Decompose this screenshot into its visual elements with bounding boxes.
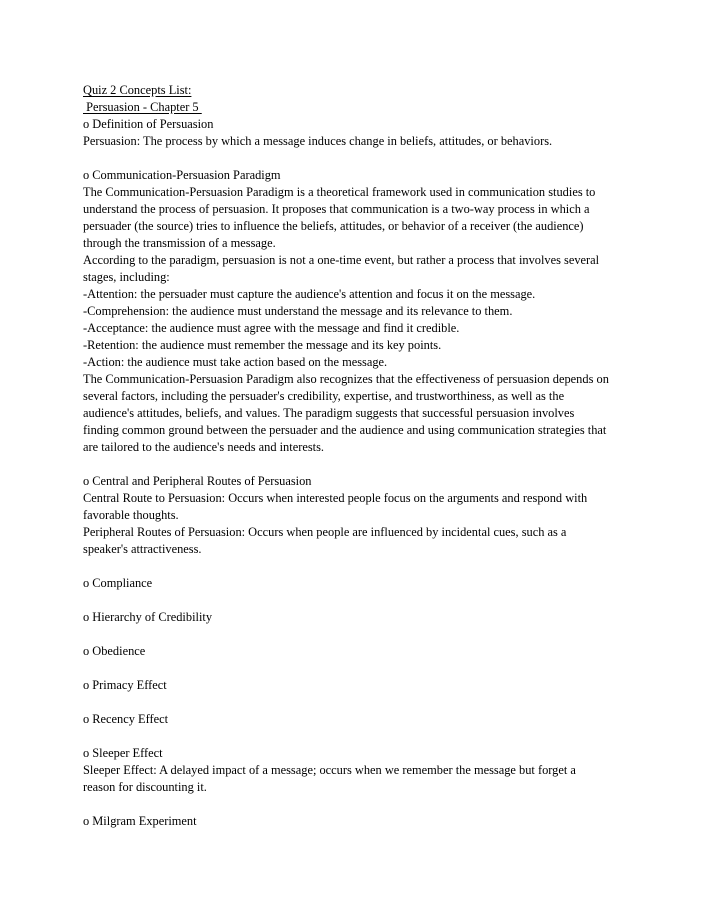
section-credibility: [83, 609, 635, 626]
section-body-line: -Comprehension: the audience must understand the message and its relevance to them.: [83, 304, 513, 318]
section-gap: [83, 626, 635, 643]
section-sleeper: [83, 745, 635, 796]
section-definition: [83, 116, 635, 150]
section-gap: [83, 150, 635, 167]
section-body-line: Persuasion: The process by which a message induces change in beliefs, attitudes, or behaviors.: [83, 134, 553, 148]
section-gap: [83, 558, 635, 575]
section-gap: [83, 660, 635, 677]
section-body-line: Peripheral Routes of Persuasion: Occurs when people are influenced by incidental cues, such as a: [83, 525, 567, 539]
section-paradigm: [83, 167, 635, 456]
section-body-line: persuader (the source) tries to influence the beliefs, attitudes, or behavior of a receiver (the audience): [83, 219, 584, 233]
section-body-line: -Retention: the audience must remember the message and its key points.: [83, 338, 442, 352]
section-heading: o Communication-Persuasion Paradigm: [83, 168, 281, 182]
section-body-line: finding common ground between the persuader and the audience and using communication strategies that: [83, 423, 607, 437]
section-body-line: reason for discounting it.: [83, 780, 207, 794]
section-heading: o Primacy Effect: [83, 678, 167, 692]
document-subtitle: Persuasion - Chapter 5: [83, 100, 202, 114]
section-body-line: are tailored to the audience's needs and interests.: [83, 440, 325, 454]
section-body-line: favorable thoughts.: [83, 508, 179, 522]
section-body-line: through the transmission of a message.: [83, 236, 276, 250]
section-body-line: stages, including:: [83, 270, 170, 284]
section-heading: o Sleeper Effect: [83, 746, 163, 760]
section-body-line: audience's attitudes, beliefs, and values. The paradigm suggests that successful persuasion involves: [83, 406, 575, 420]
section-heading: o Definition of Persuasion: [83, 117, 214, 131]
section-heading: o Compliance: [83, 576, 153, 590]
section-primacy: [83, 677, 635, 694]
section-gap: [83, 592, 635, 609]
section-heading: o Hierarchy of Credibility: [83, 610, 213, 624]
section-body-line: speaker's attractiveness.: [83, 542, 202, 556]
section-heading: o Recency Effect: [83, 712, 169, 726]
section-obedience: [83, 643, 635, 660]
section-body-line: The Communication-Persuasion Paradigm is a theoretical framework used in communication studies to: [83, 185, 596, 199]
section-body-line: The Communication-Persuasion Paradigm also recognizes that the effectiveness of persuasion depends on: [83, 372, 609, 386]
section-gap: [83, 694, 635, 711]
section-body-line: Sleeper Effect: A delayed impact of a message; occurs when we remember the message but forget a: [83, 763, 576, 777]
section-recency: [83, 711, 635, 728]
section-gap: [83, 796, 635, 813]
section-gap: [83, 456, 635, 473]
section-body-line: According to the paradigm, persuasion is not a one-time event, but rather a process that involves several: [83, 253, 600, 267]
section-body-line: -Action: the audience must take action based on the message.: [83, 355, 388, 369]
section-gap: [83, 728, 635, 745]
document-page: [83, 82, 635, 830]
section-compliance: [83, 575, 635, 592]
section-body-line: -Acceptance: the audience must agree with the message and find it credible.: [83, 321, 460, 335]
document-title: Quiz 2 Concepts List:: [83, 83, 192, 97]
section-heading: o Central and Peripheral Routes of Persuasion: [83, 474, 312, 488]
section-body-line: Central Route to Persuasion: Occurs when interested people focus on the arguments and respond with: [83, 491, 588, 505]
section-body-line: -Attention: the persuader must capture the audience's attention and focus it on the message.: [83, 287, 536, 301]
section-heading: o Milgram Experiment: [83, 814, 197, 828]
section-routes: [83, 473, 635, 558]
section-heading: o Obedience: [83, 644, 146, 658]
section-body-line: understand the process of persuasion. It proposes that communication is a two-way process in which a: [83, 202, 590, 216]
section-milgram: [83, 813, 635, 830]
sections-container: [83, 116, 635, 830]
section-body-line: several factors, including the persuader's credibility, expertise, and trustworthiness, as well as the: [83, 389, 565, 403]
